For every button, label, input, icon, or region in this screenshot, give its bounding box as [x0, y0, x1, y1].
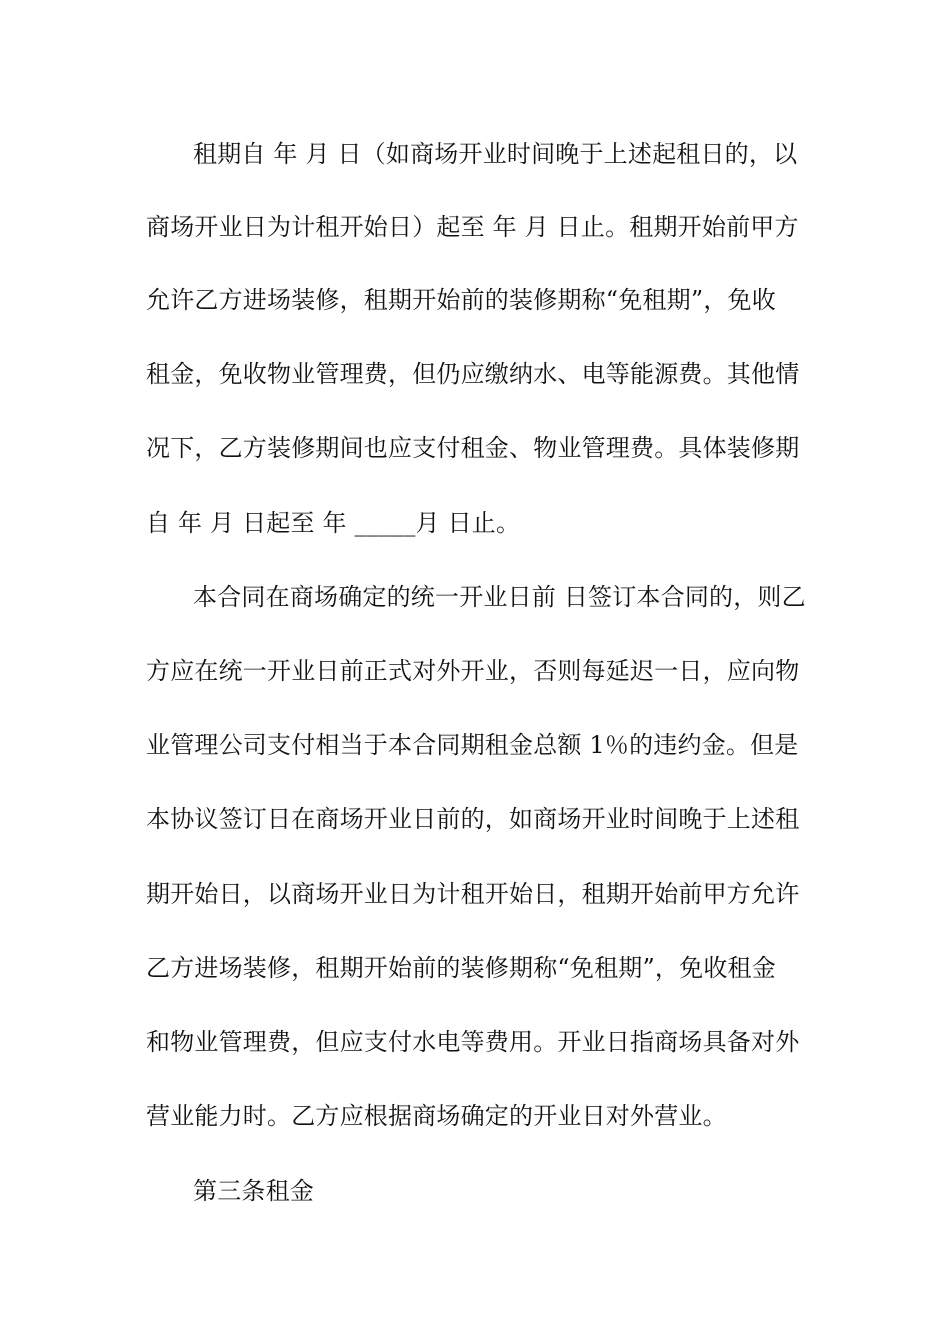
paragraph-2-line-6: 乙方进场装修，租期开始前的装修期称“免租期”，免收租金	[146, 954, 776, 982]
paragraph-2-line-1: 本合同在商场确定的统一开业日前 日签订本合同的，则乙	[193, 583, 806, 611]
paragraph-2-line-4: 本协议签订日在商场开业日前的，如商场开业时间晚于上述租	[146, 805, 800, 833]
paragraph-1-line-5: 况下，乙方装修期间也应支付租金、物业管理费。具体装修期	[146, 434, 800, 462]
paragraph-1-line-1: 租期自 年 月 日（如商场开业时间晚于上述起租日的，以	[193, 140, 798, 168]
paragraph-1-line-3: 允许乙方进场装修，租期开始前的装修期称“免租期”，免收	[146, 286, 776, 314]
paragraph-2-line-2: 方应在统一开业日前正式对外开业，否则每延迟一日，应向物	[146, 657, 800, 685]
paragraph-2-line-7: 和物业管理费，但应支付水电等费用。开业日指商场具备对外	[146, 1028, 800, 1056]
section-heading: 第三条租金	[193, 1177, 314, 1205]
paragraph-2-line-5: 期开始日，以商场开业日为计租开始日，租期开始前甲方允许	[146, 880, 800, 908]
paragraph-2-line-3: 业管理公司支付相当于本合同期租金总额 1％的违约金。但是	[146, 731, 799, 759]
paragraph-1-line-6: 自 年 月 日起至 年 _____月 日止。	[146, 509, 521, 537]
paragraph-2-line-8: 营业能力时。乙方应根据商场确定的开业日对外营业。	[146, 1102, 727, 1130]
paragraph-1-line-4: 租金，免收物业管理费，但仍应缴纳水、电等能源费。其他情	[146, 360, 800, 388]
paragraph-1-line-2: 商场开业日为计租开始日）起至 年 月 日止。租期开始前甲方	[146, 213, 799, 241]
